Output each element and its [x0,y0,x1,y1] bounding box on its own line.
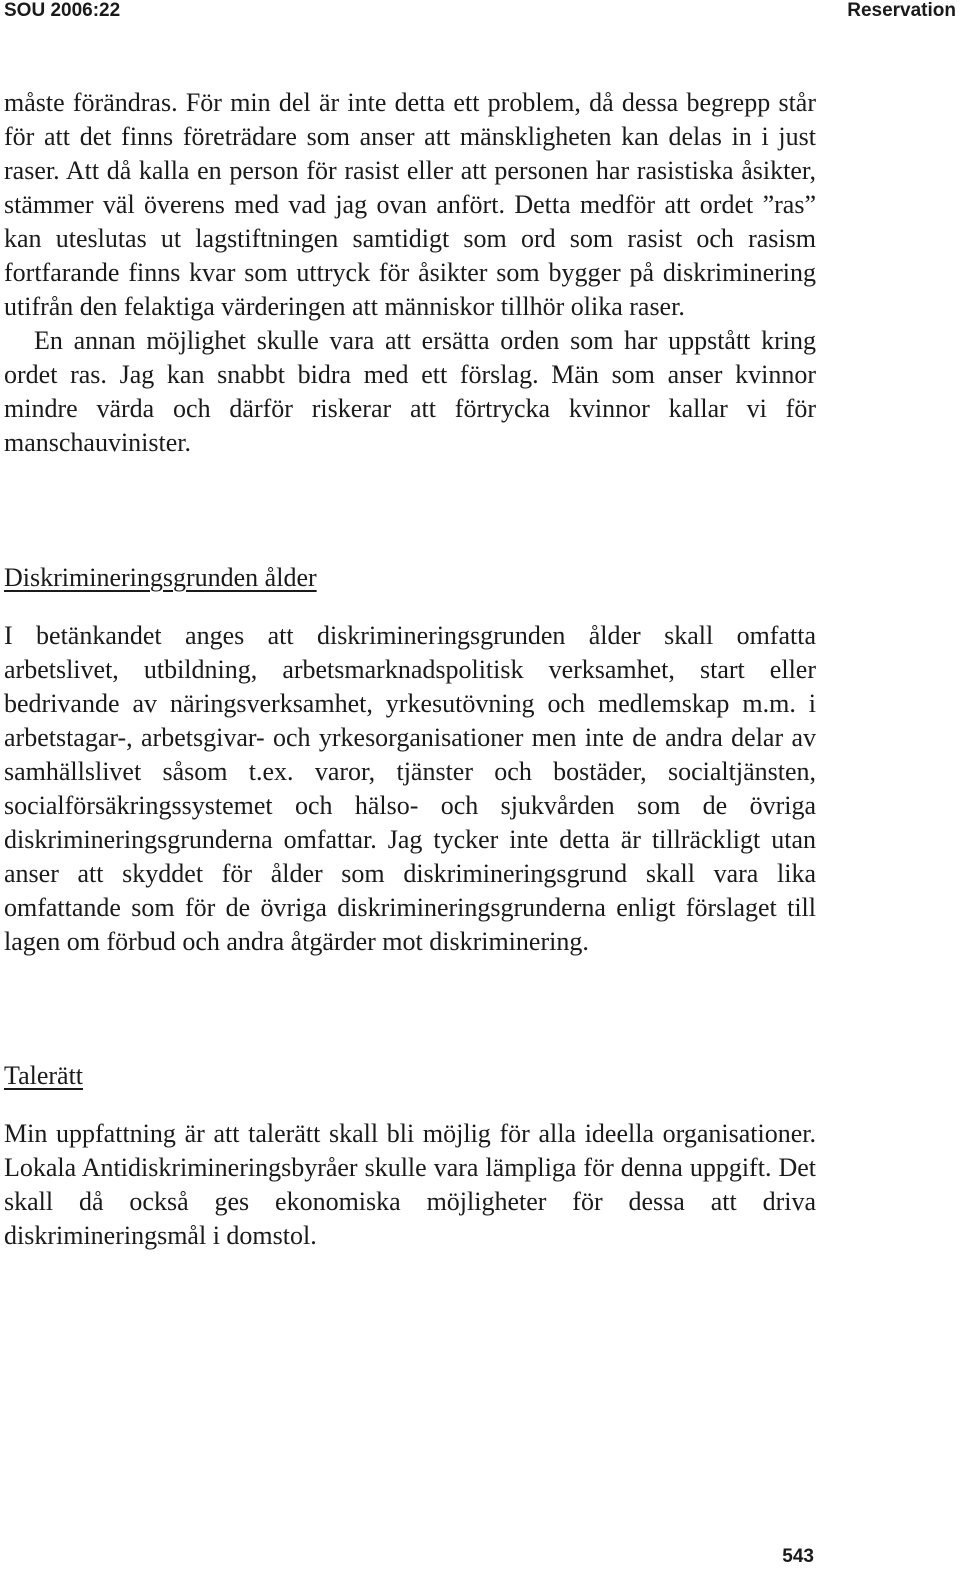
section-body-speech [4,1117,816,1253]
opening-text [4,86,816,460]
section-label: Reservation [847,0,956,21]
paragraph: I betänkandet anges att diskrimineringsgrunden ålder skall omfatta arbetslivet, utbildning, arbetsmarknadspolitisk verksamhet, start eller bedrivande av näringsverksamhet, yrkesutövning och medlemskap m.m. i arbetstagar-, arbetsgivar- och yrkesorganisationer men inte de andra delar av samhällslivet såsom t.ex. varor, tjänster och bostäder, socialtjänsten, socialförsäkringssystemet och hälso- och sjukvården som de övriga diskrimineringsgrunderna omfattar. Jag tycker inte detta är tillräckligt utan anser att skyddet för ålder som diskrimineringsgrund skall vara lika omfattande som för de övriga diskrimineringsgrunderna enligt förslaget till lagen om förbud och andra åtgärder mot diskriminering. [4,621,816,956]
running-header [0,0,960,24]
paragraph: måste förändras. För min del är inte detta ett problem, då dessa begrepp står för att det finns företrädare som anser att mänskligheten kan delas in i just raser. Att då kalla en person för rasist eller att personen har rasistiska åsikter, stämmer väl överens med vad jag ovan anfört. Detta medför att ordet ”ras” kan uteslutas ut lagstiftningen samtidigt som ord som rasist och rasism fortfarande finns kvar som uttryck för åsikter som bygger på diskriminering utifrån den felaktiga värderingen att människor tillhör olika raser. [4,88,816,321]
section-heading-speech: Talerätt [4,1061,84,1090]
section-body-age [4,619,816,959]
paragraph: En annan möjlighet skulle vara att ersätta orden som har uppstått kring ordet ras. Jag kan snabbt bidra med ett förslag. Män som anser kvinnor mindre värda och därför riskerar att förtrycka kvinnor kallar vi för manschauvinister. [4,326,816,457]
section-heading-age: Diskrimineringsgrunden ålder [4,563,317,592]
page-number: 543 [782,1546,814,1567]
paragraph: Min uppfattning är att talerätt skall bli möjlig för alla ideella organisationer. Lokala Antidiskrimineringsbyråer skulle vara lämpliga för denna uppgift. Det skall då också ges ekonomiska möjligheter för dessa att driva diskrimineringsmål i domstol. [4,1119,816,1250]
document-id: SOU 2006:22 [4,0,121,21]
